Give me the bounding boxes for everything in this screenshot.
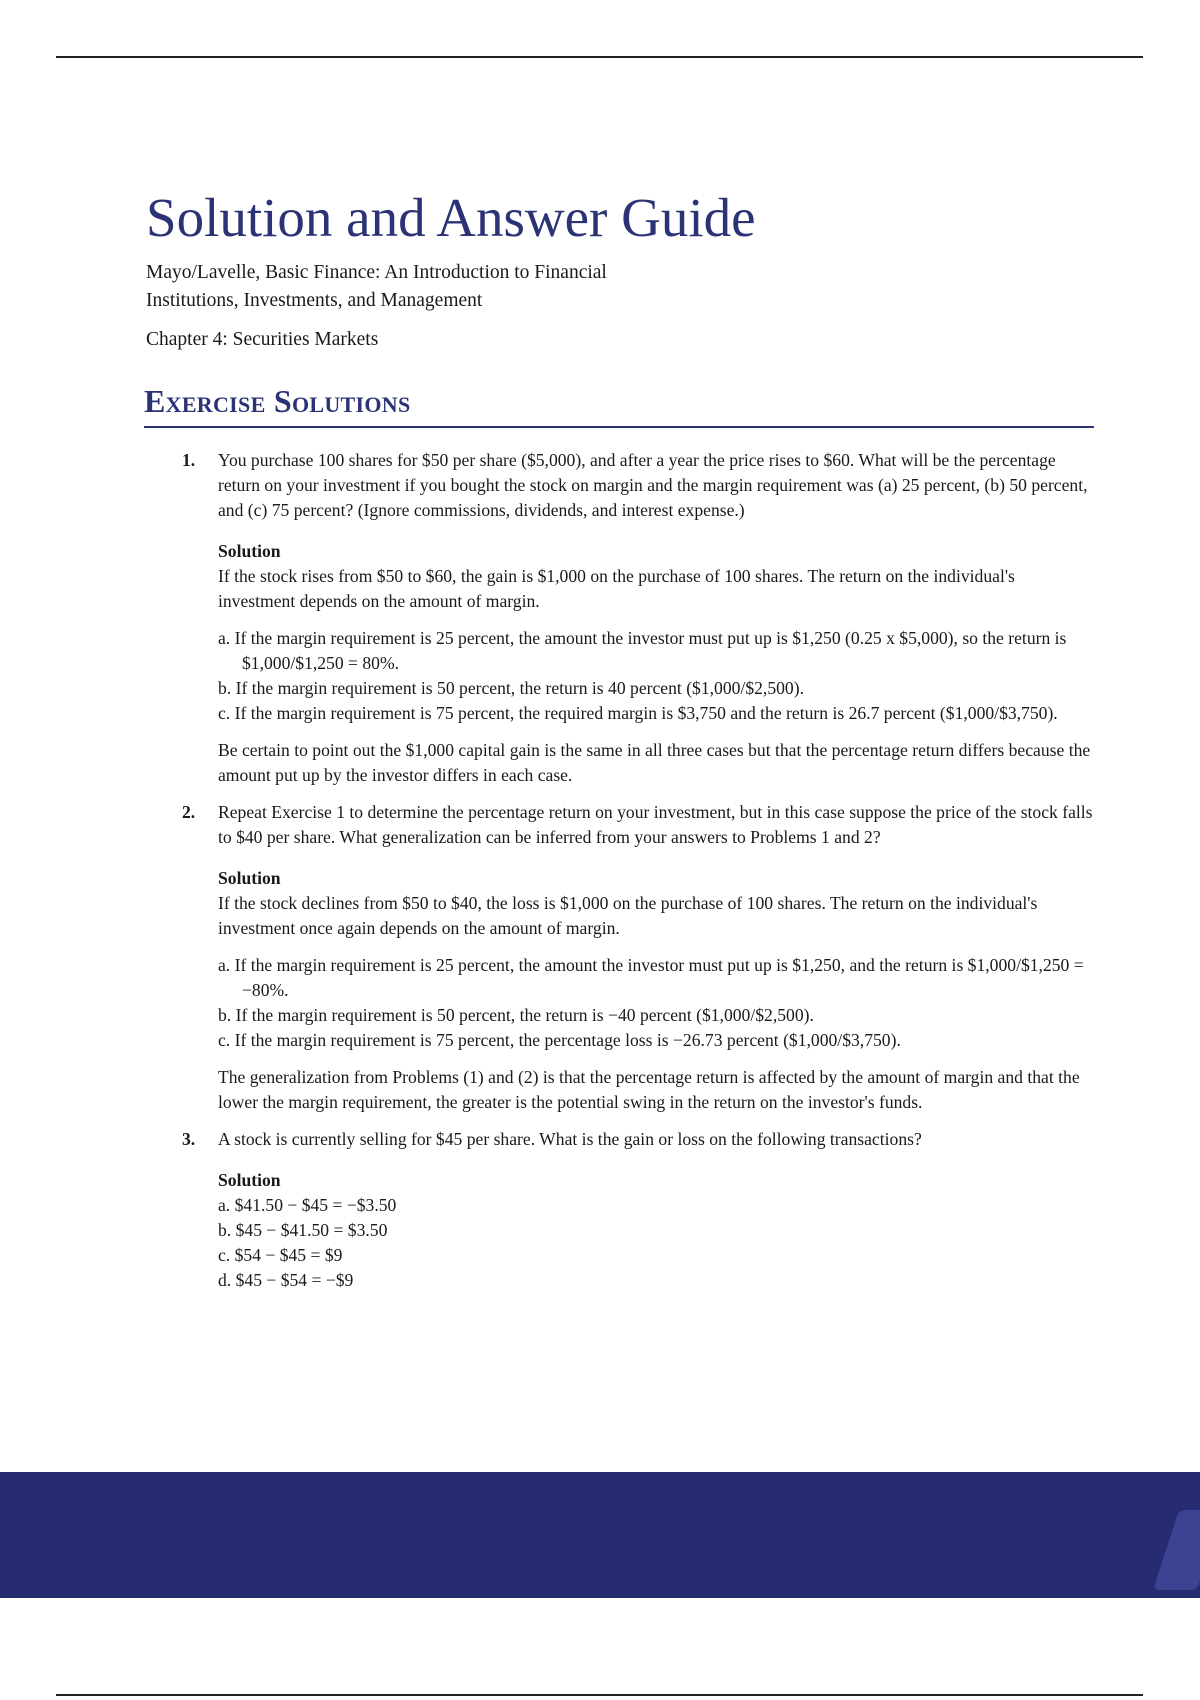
solution-part: a. If the margin requirement is 25 percent, the amount the investor must put up is $1,250, and the return is $1,000/$1,250 = −80%. [218, 955, 1084, 1001]
page-content [146, 186, 1094, 1305]
footer-decoration [1153, 1510, 1200, 1590]
section-heading-text: Exercise Solutions [144, 383, 411, 420]
exercise-number: 1. [182, 450, 196, 471]
solution-part: b. If the margin requirement is 50 percent, the return is −40 percent ($1,000/$2,500). [218, 1005, 814, 1026]
solution-part: c. $54 − $45 = $9 [218, 1245, 343, 1266]
footer-band [0, 1472, 1200, 1598]
bottom-rule [56, 1694, 1143, 1696]
solution-part: c. If the margin requirement is 75 percent, the percentage loss is −26.73 percent ($1,000/$3,750). [218, 1030, 901, 1051]
solution-intro: If the stock rises from $50 to $60, the gain is $1,000 on the purchase of 100 shares. The return on the individual's investment depends on the amount of margin. [218, 566, 1015, 612]
exercise-question: You purchase 100 shares for $50 per share ($5,000), and after a year the price rises to $60. What will be the percentage return on your investment if you bought the stock on margin and the margin requirement was (a) 25 percent, (b) 50 percent, and (c) 75 percent? (Ignore commissions, dividends, and interest expense.) [218, 450, 1088, 521]
exercise-number: 2. [182, 802, 196, 823]
exercise-2 [146, 800, 1094, 1115]
solution-label: Solution [218, 1170, 281, 1191]
solution-part: d. $45 − $54 = −$9 [218, 1270, 354, 1291]
solution-part: c. If the margin requirement is 75 percent, the required margin is $3,750 and the return is 26.7 percent ($1,000/$3,750). [218, 703, 1058, 724]
exercise-3 [146, 1127, 1094, 1293]
solution-label: Solution [218, 868, 281, 889]
solution-part: b. If the margin requirement is 50 percent, the return is 40 percent ($1,000/$2,500). [218, 678, 804, 699]
solution-intro: If the stock declines from $50 to $40, the loss is $1,000 on the purchase of 100 shares. The return on the individual's investment once again depends on the amount of margin. [218, 893, 1038, 939]
solution-label: Solution [218, 541, 281, 562]
page-title: Solution and Answer Guide [146, 187, 756, 248]
solution-part: a. If the margin requirement is 25 percent, the amount the investor must put up is $1,250 (0.25 x $5,000), so the return is $1,000/$1,250 = 80%. [218, 628, 1067, 674]
exercise-1 [146, 448, 1094, 788]
exercise-number: 3. [182, 1129, 196, 1150]
chapter-title: Chapter 4: Securities Markets [146, 329, 379, 351]
solution-part: b. $45 − $41.50 = $3.50 [218, 1220, 388, 1241]
exercise-question: A stock is currently selling for $45 per share. What is the gain or loss on the following transactions? [218, 1129, 922, 1150]
solution-parts [218, 953, 1094, 1053]
book-subtitle: Mayo/Lavelle, Basic Finance: An Introduction to Financial Institutions, Investments, and Management [146, 262, 607, 312]
section-heading [144, 383, 1094, 428]
exercise-question: Repeat Exercise 1 to determine the percentage return on your investment, but in this case suppose the price of the stock falls to $40 per share. What generalization can be inferred from your answers to Problems 1 and 2? [218, 802, 1093, 848]
solution-conclusion: Be certain to point out the $1,000 capital gain is the same in all three cases but that the percentage return differs because the amount put up by the investor differs in each case. [218, 740, 1091, 786]
solution-parts [218, 626, 1094, 726]
exercise-list [146, 448, 1094, 1293]
solution-conclusion: The generalization from Problems (1) and (2) is that the percentage return is affected by the amount of margin and that the lower the margin requirement, the greater is the potential swing in the return on the investor's funds. [218, 1067, 1080, 1113]
solution-part: a. $41.50 − $45 = −$3.50 [218, 1195, 397, 1216]
top-rule [56, 56, 1143, 58]
solution-parts [218, 1193, 1094, 1293]
